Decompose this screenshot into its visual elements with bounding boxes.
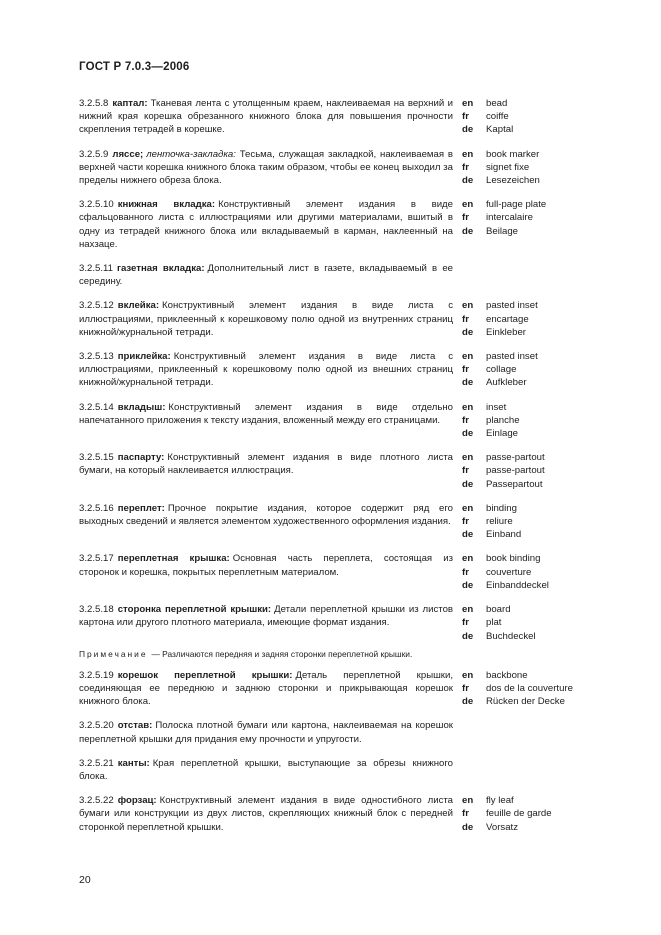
language-code: de <box>462 478 474 490</box>
term-entry <box>79 451 584 491</box>
language-code: en <box>462 98 474 109</box>
term-definition-text: Деталь переплетной крышки, соединяющая ее переднюю и заднюю сторонки и прикрывающая корешок книжного блока. <box>79 669 454 708</box>
equivalent-term: book binding <box>486 553 541 565</box>
equivalent-row <box>462 821 584 834</box>
language-code: en <box>462 199 474 211</box>
term-name: форзац: <box>117 795 157 807</box>
language-code: en <box>462 795 474 807</box>
language-code: en <box>462 452 474 464</box>
equivalent-row <box>462 225 584 238</box>
term-definition-block <box>79 669 453 709</box>
equivalent-row <box>462 807 584 820</box>
language-code: fr <box>462 212 469 224</box>
language-code: de <box>462 326 474 338</box>
equivalent-row <box>462 630 584 643</box>
term-number: 3.2.5.10 <box>79 199 114 211</box>
language-code: en <box>462 502 474 514</box>
foreign-equivalents <box>462 794 584 834</box>
equivalent-term: Passepartout <box>486 478 543 490</box>
term-definition-text: Конструктивный элемент издания в виде отдельно напечатанного приложения к тексту издания, вложенный между его страницами. <box>79 401 453 426</box>
term-definition-block <box>79 552 453 592</box>
equivalent-row <box>462 211 584 224</box>
language-code: de <box>462 428 474 440</box>
term-number: 3.2.5.21 <box>79 757 114 769</box>
term-definition-block <box>79 148 453 188</box>
foreign-equivalents <box>462 198 584 251</box>
language-code: fr <box>462 617 469 629</box>
equivalent-row <box>462 579 584 592</box>
language-code: en <box>462 148 474 160</box>
equivalent-term: encartage <box>486 313 529 325</box>
term-entry <box>79 148 584 188</box>
equivalent-term: Einbanddeckel <box>486 579 549 591</box>
equivalent-term: Beilage <box>486 225 519 237</box>
foreign-equivalents <box>462 97 584 137</box>
equivalent-term: Lesezeichen <box>486 175 540 187</box>
foreign-equivalents <box>462 552 584 592</box>
equivalent-row <box>462 669 584 682</box>
term-definition-block <box>79 794 453 834</box>
term-definition-text: Тесьма, служащая закладкой, наклеиваемая в верхней части корешка книжного блока таким образом, чтобы ее конец выходил за пределы нижнего обреза блока. <box>79 148 453 187</box>
equivalent-row <box>462 376 584 389</box>
term-definition-text: Дополнительный лист в газете, вкладываемый в ее середину. <box>79 263 453 288</box>
term-definition-text: Тканевая лента с утолщенным краем, наклеиваемая на верхний и нижний края корешка обрезанного книжного блока для повышения прочности скрепления тетрадей в корешке. <box>79 98 453 136</box>
term-note <box>79 648 453 660</box>
equivalent-row <box>462 552 584 565</box>
term-name: приклейка: <box>117 351 171 363</box>
page-number: 20 <box>79 874 91 886</box>
term-definition-block <box>79 262 453 288</box>
language-code: fr <box>462 414 469 426</box>
language-code: fr <box>462 516 469 528</box>
language-code: de <box>462 696 474 708</box>
language-code: de <box>462 630 474 642</box>
term-name: переплетная крышка: <box>117 553 230 565</box>
term-name: корешок переплетной крышки: <box>117 669 293 681</box>
term-definition-text: Прочное покрытие издания, которое содержит ряд его выходных сведений и является элементом художественного оформления издания. <box>79 502 453 528</box>
language-code: de <box>462 175 474 187</box>
equivalent-term: planche <box>486 414 520 426</box>
equivalent-term: Einband <box>486 529 522 541</box>
language-code: fr <box>462 465 469 477</box>
term-number: 3.2.5.14 <box>79 401 114 413</box>
equivalent-row <box>462 299 584 312</box>
term-number: 3.2.5.20 <box>79 720 114 732</box>
language-code: de <box>462 124 474 136</box>
equivalent-term: Vorsatz <box>486 821 518 833</box>
equivalent-row <box>462 464 584 477</box>
term-entry <box>79 350 584 390</box>
equivalent-row <box>462 414 584 427</box>
equivalent-row <box>462 794 584 807</box>
term-name: газетная вкладка: <box>116 263 205 275</box>
equivalent-term: reliure <box>486 516 513 528</box>
equivalent-row <box>462 174 584 187</box>
equivalent-row <box>462 451 584 464</box>
equivalent-term: passe-partout <box>486 452 545 464</box>
term-definition-text: Полоска плотной бумаги или картона, наклеиваемая на корешок переплетной крышки для придания ему прочности и упругости. <box>79 720 453 745</box>
equivalent-term: intercalaire <box>486 212 533 224</box>
term-name: паспарту: <box>117 452 165 464</box>
term-entry <box>79 401 584 441</box>
language-code: fr <box>462 682 469 694</box>
equivalent-term: board <box>486 604 511 616</box>
language-code: fr <box>462 313 469 325</box>
term-entry <box>79 552 584 592</box>
equivalent-row <box>462 603 584 616</box>
equivalent-term: coiffe <box>486 111 509 123</box>
equivalent-row <box>462 427 584 440</box>
equivalent-row <box>462 528 584 541</box>
language-code: de <box>462 225 474 237</box>
terms-list <box>79 97 584 845</box>
equivalent-term: collage <box>486 364 517 376</box>
term-entry <box>79 669 584 709</box>
term-name: отстав: <box>117 720 153 732</box>
term-number: 3.2.5.9 <box>79 148 109 160</box>
term-number: 3.2.5.18 <box>79 604 114 616</box>
equivalent-row <box>462 695 584 708</box>
term-entry <box>79 719 584 745</box>
foreign-equivalents <box>462 757 584 783</box>
equivalent-term: backbone <box>486 669 528 681</box>
term-definition-block <box>79 502 453 542</box>
term-definition-block <box>79 97 453 137</box>
language-code: en <box>462 300 474 312</box>
equivalent-term: passe-partout <box>486 465 545 477</box>
equivalent-term: dos de la couverture <box>486 682 573 694</box>
term-entry <box>79 198 584 251</box>
equivalent-term: pasted inset <box>486 351 538 363</box>
term-definition-block <box>79 401 453 441</box>
equivalent-row <box>462 326 584 339</box>
term-number: 3.2.5.8 <box>79 98 109 109</box>
term-definition-text: Конструктивный элемент издания в виде листа с иллюстрациями, приклеенный к корешковому полю одной из внешних страниц книжной/журнальной тетради. <box>79 351 453 389</box>
term-number: 3.2.5.11 <box>79 263 113 275</box>
foreign-equivalents <box>462 502 584 542</box>
equivalent-term: signet fixe <box>486 161 530 173</box>
term-definition-text: Конструктивный элемент издания в виде одностибного листа бумаги или конструкции из двух листов, скрепляющих книжный блок с передней сторонкой переплетной крышки. <box>79 795 453 833</box>
equivalent-row <box>462 478 584 491</box>
equivalent-row <box>462 616 584 629</box>
equivalent-row <box>462 110 584 123</box>
language-code: en <box>462 351 474 363</box>
term-definition-block <box>79 451 453 491</box>
foreign-equivalents <box>462 350 584 390</box>
term-name: вклейка: <box>117 300 160 312</box>
equivalent-term: full-page plate <box>486 199 547 211</box>
term-entry <box>79 299 584 339</box>
equivalent-term: binding <box>486 502 517 514</box>
language-code: fr <box>462 566 469 578</box>
language-code: en <box>462 669 474 681</box>
term-number: 3.2.5.13 <box>79 351 114 363</box>
term-entry <box>79 97 584 137</box>
equivalent-term: feuille de garde <box>486 808 552 820</box>
equivalent-row <box>462 363 584 376</box>
term-definition-block <box>79 350 453 390</box>
term-definition-text: Края переплетной крышки, выступающие за обрезы книжного блока. <box>79 757 453 782</box>
term-definition-block <box>79 299 453 339</box>
language-code: fr <box>462 808 469 820</box>
note-text: — Различаются передняя и задняя сторонки переплетной крышки. <box>151 648 413 659</box>
term-definition-block <box>79 198 453 251</box>
term-name: каптал: <box>112 98 148 109</box>
term-number: 3.2.5.17 <box>79 553 114 565</box>
term-name: вкладыш: <box>117 401 166 413</box>
equivalent-term: inset <box>486 401 507 413</box>
foreign-equivalents <box>462 451 584 491</box>
equivalent-term: couverture <box>486 566 532 578</box>
equivalent-row <box>462 350 584 363</box>
equivalent-term: Buchdeckel <box>486 630 536 642</box>
equivalent-term: Einlage <box>486 428 519 440</box>
language-code: en <box>462 401 474 413</box>
equivalent-term: Rücken der Decke <box>486 696 565 708</box>
term-definition-text: Конструктивный элемент издания в виде листа с иллюстрациями, приклеенный к корешковому полю одной из внутренних страниц книжной/журнальной тетради. <box>79 300 453 338</box>
equivalent-row <box>462 401 584 414</box>
language-code: de <box>462 821 474 833</box>
equivalent-term: Kaptal <box>486 124 514 136</box>
equivalent-term: Aufkleber <box>486 377 527 389</box>
term-number: 3.2.5.19 <box>79 669 114 681</box>
foreign-equivalents <box>462 148 584 188</box>
language-code: fr <box>462 161 469 173</box>
equivalent-row <box>462 502 584 515</box>
foreign-equivalents <box>462 669 584 709</box>
term-definition-text: Конструктивный элемент издания в виде сфальцованного листа с иллюстрациями или другими материалами, вшитый в одну из тетрадей книжного блока или вкладываемый в карман, наклеенный на нахзаце. <box>79 199 453 250</box>
document-header: ГОСТ Р 7.0.3—2006 <box>79 61 190 73</box>
language-code: fr <box>462 111 469 123</box>
foreign-equivalents <box>462 603 584 643</box>
term-entry <box>79 262 584 288</box>
equivalent-row <box>462 198 584 211</box>
equivalent-row <box>462 682 584 695</box>
term-number: 3.2.5.15 <box>79 452 114 464</box>
term-entry <box>79 794 584 834</box>
term-name: переплет: <box>117 502 165 514</box>
language-code: en <box>462 553 474 565</box>
foreign-equivalents <box>462 401 584 441</box>
equivalent-term: pasted inset <box>486 300 538 312</box>
equivalent-row <box>462 161 584 174</box>
term-definition-block <box>79 757 453 783</box>
language-code: de <box>462 377 474 389</box>
term-entry <box>79 757 584 783</box>
term-definition-block <box>79 719 453 745</box>
term-number: 3.2.5.16 <box>79 502 114 514</box>
equivalent-term: bead <box>486 98 508 109</box>
term-entry <box>79 603 584 643</box>
term-name: канты: <box>117 757 150 769</box>
equivalent-row <box>462 97 584 110</box>
term-definition-text: Конструктивный элемент издания в виде плотного листа бумаги, на который наклеивается иллюстрация. <box>79 452 453 477</box>
term-definition-text: Основная часть переплета, состоящая из сторонок и корешка, покрытых переплетным материалом. <box>79 553 454 578</box>
foreign-equivalents <box>462 262 584 288</box>
note-label: Примечание <box>79 648 148 659</box>
equivalent-row <box>462 515 584 528</box>
language-code: de <box>462 579 474 591</box>
term-name: книжная вкладка: <box>117 199 216 211</box>
term-definition-text: Детали переплетной крышки из листов картона или другого плотного материала, имеющие формат издания. <box>79 604 453 629</box>
language-code: en <box>462 604 474 616</box>
term-definition-block <box>79 603 453 643</box>
term-number: 3.2.5.12 <box>79 300 114 312</box>
equivalent-row <box>462 123 584 136</box>
equivalent-row <box>462 313 584 326</box>
foreign-equivalents <box>462 299 584 339</box>
language-code: fr <box>462 364 469 376</box>
language-code: de <box>462 529 474 541</box>
term-number: 3.2.5.22 <box>79 795 114 807</box>
term-synonym: ленточка-закладка: <box>146 148 236 160</box>
equivalent-row <box>462 566 584 579</box>
foreign-equivalents <box>462 719 584 745</box>
equivalent-term: Einkleber <box>486 326 526 338</box>
equivalent-row <box>462 148 584 161</box>
equivalent-term: book marker <box>486 148 540 160</box>
term-name: ляссе; <box>112 148 144 160</box>
equivalent-term: plat <box>486 617 502 629</box>
term-entry <box>79 502 584 542</box>
term-name: сторонка переплетной крышки: <box>117 604 272 616</box>
equivalent-term: fly leaf <box>486 795 514 807</box>
